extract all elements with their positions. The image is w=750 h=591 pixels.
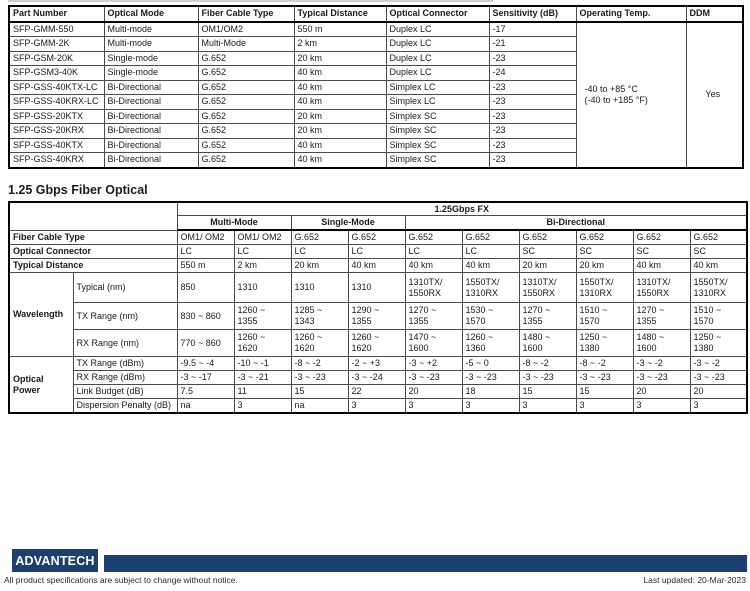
cell: SFP-GSS-20KTX	[9, 109, 104, 124]
footer-text-line	[4, 575, 746, 585]
column-header: Sensitivity (dB)	[489, 6, 576, 22]
cell: 20 km	[576, 259, 633, 273]
column-header: Part Number	[9, 6, 104, 22]
cell: Multi-mode	[104, 22, 198, 37]
column-header: Operating Temp.	[576, 6, 686, 22]
cell: 7.5	[177, 385, 234, 399]
cell: G.652	[405, 230, 462, 245]
sfp-header-row	[9, 6, 743, 22]
row-label: Typical Distance	[9, 259, 177, 273]
fx-row	[9, 371, 747, 385]
mode-group-header: Single-Mode	[291, 216, 405, 231]
cell: 15	[291, 385, 348, 399]
cell: 1480 ~ 1600	[633, 330, 690, 357]
cell: 770 ~ 860	[177, 330, 234, 357]
cell: Bi-Directional	[104, 80, 198, 95]
cell: Duplex LC	[386, 37, 489, 52]
cell: OM1/ OM2	[234, 230, 291, 245]
cell: G.652	[198, 138, 294, 153]
column-header: DDM	[686, 6, 743, 22]
table-row	[9, 22, 743, 37]
cell: 3	[519, 399, 576, 414]
cell: 830 ~ 860	[177, 303, 234, 330]
cell: 1250 ~ 1380	[576, 330, 633, 357]
cell: SC	[690, 245, 747, 259]
cell: -17	[489, 22, 576, 37]
cell: -23	[489, 80, 576, 95]
cell: -2 ~ +3	[348, 357, 405, 371]
cell: LC	[405, 245, 462, 259]
cell: -3 ~ -23	[291, 371, 348, 385]
operating-temp-cell	[576, 22, 686, 168]
cell: 20 km	[519, 259, 576, 273]
cell: 20 km	[294, 51, 386, 66]
fx-row	[9, 399, 747, 414]
disclaimer-text: All product specifications are subject to change without notice.	[4, 575, 238, 585]
cell: 3	[405, 399, 462, 414]
cell: -3 ~ -23	[690, 371, 747, 385]
cell: 20 km	[291, 259, 348, 273]
operating-temp-line: (-40 to +185 °F)	[584, 94, 648, 105]
last-updated-text: Last updated: 20-Mar-2023	[643, 575, 746, 585]
cell: Simplex SC	[386, 109, 489, 124]
fx-row	[9, 385, 747, 399]
cell: 22	[348, 385, 405, 399]
cell: Bi-Directional	[104, 124, 198, 139]
cell: 15	[576, 385, 633, 399]
cell: SC	[633, 245, 690, 259]
cell: SFP-GSM-20K	[9, 51, 104, 66]
cell: 1550TX/ 1310RX	[576, 273, 633, 303]
page-top-divider	[8, 0, 493, 2]
cell: 1310	[234, 273, 291, 303]
cell: 1310TX/ 1550RX	[633, 273, 690, 303]
cell: 3	[690, 399, 747, 414]
cell: 40 km	[294, 80, 386, 95]
row-label: Optical Connector	[9, 245, 177, 259]
cell: 11	[234, 385, 291, 399]
cell: 15	[519, 385, 576, 399]
cell: G.652	[348, 230, 405, 245]
cell: -8 ~ -2	[291, 357, 348, 371]
cell: -3 ~ -23	[462, 371, 519, 385]
cell: 850	[177, 273, 234, 303]
cell: -23	[489, 153, 576, 168]
cell: Simplex LC	[386, 80, 489, 95]
cell: 1310	[348, 273, 405, 303]
cell: 1310TX/ 1550RX	[405, 273, 462, 303]
cell: -3 ~ -21	[234, 371, 291, 385]
cell: Simplex SC	[386, 124, 489, 139]
cell: G.652	[198, 66, 294, 81]
row-label: Link Budget (dB)	[73, 385, 177, 399]
fx-row	[9, 357, 747, 371]
cell: G.652	[291, 230, 348, 245]
cell: Duplex LC	[386, 51, 489, 66]
cell: SC	[519, 245, 576, 259]
cell: Bi-Directional	[104, 153, 198, 168]
cell: G.652	[690, 230, 747, 245]
group-label: Wavelength	[9, 273, 73, 357]
cell: 1550TX/ 1310RX	[462, 273, 519, 303]
cell: 20	[690, 385, 747, 399]
corner-cell	[9, 202, 177, 230]
cell: 1470 ~ 1600	[405, 330, 462, 357]
cell: SFP-GMM-550	[9, 22, 104, 37]
cell: 40 km	[294, 153, 386, 168]
cell: 2 km	[294, 37, 386, 52]
fx-top-header: 1.25Gbps FX	[177, 202, 747, 216]
cell: LC	[462, 245, 519, 259]
mode-group-header: Multi-Mode	[177, 216, 291, 231]
cell: -23	[489, 95, 576, 110]
column-header: Optical Connector	[386, 6, 489, 22]
cell: Simplex SC	[386, 138, 489, 153]
fx-spec-table	[8, 201, 748, 414]
fx-row	[9, 245, 747, 259]
cell: -3 ~ -2	[690, 357, 747, 371]
cell: -23	[489, 51, 576, 66]
cell: 3	[462, 399, 519, 414]
cell: SC	[576, 245, 633, 259]
cell: SFP-GSS-40KTX	[9, 138, 104, 153]
section-title: 1.25 Gbps Fiber Optical	[8, 183, 148, 197]
cell: -3 ~ -17	[177, 371, 234, 385]
cell: 40 km	[462, 259, 519, 273]
cell: 20	[633, 385, 690, 399]
cell: 40 km	[348, 259, 405, 273]
operating-temp-line: -40 to +85 °C	[584, 83, 638, 94]
row-label: Typical (nm)	[73, 273, 177, 303]
cell: -21	[489, 37, 576, 52]
cell: -3 ~ -2	[633, 357, 690, 371]
cell: 1270 ~ 1355	[519, 303, 576, 330]
row-label: Fiber Cable Type	[9, 230, 177, 245]
cell: na	[291, 399, 348, 414]
cell: 40 km	[294, 138, 386, 153]
cell: 20 km	[294, 124, 386, 139]
cell: G.652	[519, 230, 576, 245]
cell: Simplex SC	[386, 153, 489, 168]
row-label: TX Range (nm)	[73, 303, 177, 330]
cell: -3 ~ -23	[576, 371, 633, 385]
cell: -24	[489, 66, 576, 81]
cell: 1480 ~ 1600	[519, 330, 576, 357]
advantech-logo-text: ADVANTECH	[15, 553, 95, 568]
cell: -23	[489, 109, 576, 124]
cell: LC	[348, 245, 405, 259]
cell: 2 km	[234, 259, 291, 273]
row-label: RX Range (dBm)	[73, 371, 177, 385]
group-label: Optical Power	[9, 357, 73, 414]
sfp-spec-table	[8, 5, 744, 169]
cell: 40 km	[690, 259, 747, 273]
cell: 1260 ~ 1355	[234, 303, 291, 330]
cell: 40 km	[294, 66, 386, 81]
cell: -9.5 ~ -4	[177, 357, 234, 371]
row-label: Dispersion Penalty (dB)	[73, 399, 177, 414]
cell: Simplex LC	[386, 95, 489, 110]
cell: G.652	[198, 80, 294, 95]
cell: G.652	[462, 230, 519, 245]
cell: 1270 ~ 1355	[405, 303, 462, 330]
column-header: Fiber Cable Type	[198, 6, 294, 22]
cell: G.652	[198, 109, 294, 124]
cell: -3 ~ -23	[519, 371, 576, 385]
cell: -8 ~ -2	[576, 357, 633, 371]
cell: -8 ~ -2	[519, 357, 576, 371]
cell: G.652	[576, 230, 633, 245]
cell: 1510 ~ 1570	[576, 303, 633, 330]
fx-top-header-row	[9, 202, 747, 216]
cell: Bi-Directional	[104, 109, 198, 124]
cell: LC	[177, 245, 234, 259]
advantech-logo	[12, 549, 98, 572]
cell: Multi-Mode	[198, 37, 294, 52]
cell: LC	[291, 245, 348, 259]
cell: SFP-GSS-40KTX-LC	[9, 80, 104, 95]
cell: 3	[348, 399, 405, 414]
fx-row	[9, 259, 747, 273]
cell: na	[177, 399, 234, 414]
cell: -3 ~ -23	[633, 371, 690, 385]
sfp-table-body	[9, 6, 743, 168]
cell: Duplex LC	[386, 66, 489, 81]
cell: 3	[576, 399, 633, 414]
cell: 550 m	[294, 22, 386, 37]
cell: G.652	[198, 153, 294, 168]
cell: Bi-Directional	[104, 95, 198, 110]
cell: Multi-mode	[104, 37, 198, 52]
column-header: Typical Distance	[294, 6, 386, 22]
cell: 1270 ~ 1355	[633, 303, 690, 330]
fx-row	[9, 303, 747, 330]
row-label: TX Range (dBm)	[73, 357, 177, 371]
ddm-cell: Yes	[686, 22, 743, 168]
cell: 1260 ~ 1620	[234, 330, 291, 357]
fx-row	[9, 273, 747, 303]
cell: 1310TX/ 1550RX	[519, 273, 576, 303]
cell: 20 km	[294, 109, 386, 124]
cell: G.652	[198, 95, 294, 110]
fx-row	[9, 230, 747, 245]
cell: SFP-GSS-20KRX	[9, 124, 104, 139]
fx-row	[9, 330, 747, 357]
cell: G.652	[198, 51, 294, 66]
cell: G.652	[633, 230, 690, 245]
row-label: RX Range (nm)	[73, 330, 177, 357]
cell: 18	[462, 385, 519, 399]
cell: 3	[633, 399, 690, 414]
cell: 1285 ~ 1343	[291, 303, 348, 330]
cell: 1260 ~ 1620	[348, 330, 405, 357]
fx-table-body	[9, 202, 747, 413]
cell: G.652	[198, 124, 294, 139]
cell: 550 m	[177, 259, 234, 273]
cell: 1550TX/ 1310RX	[690, 273, 747, 303]
column-header: Optical Mode	[104, 6, 198, 22]
brand-bar	[104, 555, 747, 572]
cell: Single-mode	[104, 51, 198, 66]
cell: -10 ~ -1	[234, 357, 291, 371]
cell: -3 ~ -23	[405, 371, 462, 385]
cell: -3 ~ -24	[348, 371, 405, 385]
cell: -23	[489, 138, 576, 153]
cell: 1530 ~ 1570	[462, 303, 519, 330]
cell: 20	[405, 385, 462, 399]
cell: 40 km	[633, 259, 690, 273]
cell: 1510 ~ 1570	[690, 303, 747, 330]
cell: OM1/ OM2	[177, 230, 234, 245]
cell: Duplex LC	[386, 22, 489, 37]
cell: 1260 ~ 1620	[291, 330, 348, 357]
cell: 40 km	[405, 259, 462, 273]
cell: OM1/OM2	[198, 22, 294, 37]
cell: Single-mode	[104, 66, 198, 81]
cell: 1310	[291, 273, 348, 303]
cell: SFP-GSS-40KRX	[9, 153, 104, 168]
cell: 1290 ~ 1355	[348, 303, 405, 330]
cell: 1250 ~ 1380	[690, 330, 747, 357]
cell: LC	[234, 245, 291, 259]
cell: Bi-Directional	[104, 138, 198, 153]
cell: 3	[234, 399, 291, 414]
cell: SFP-GSS-40KRX-LC	[9, 95, 104, 110]
cell: -3 ~ +2	[405, 357, 462, 371]
cell: SFP-GSM3-40K	[9, 66, 104, 81]
cell: 1260 ~ 1360	[462, 330, 519, 357]
cell: -23	[489, 124, 576, 139]
cell: SFP-GMM-2K	[9, 37, 104, 52]
mode-group-header: Bi-Directional	[405, 216, 747, 231]
cell: 40 km	[294, 95, 386, 110]
cell: -5 ~ 0	[462, 357, 519, 371]
